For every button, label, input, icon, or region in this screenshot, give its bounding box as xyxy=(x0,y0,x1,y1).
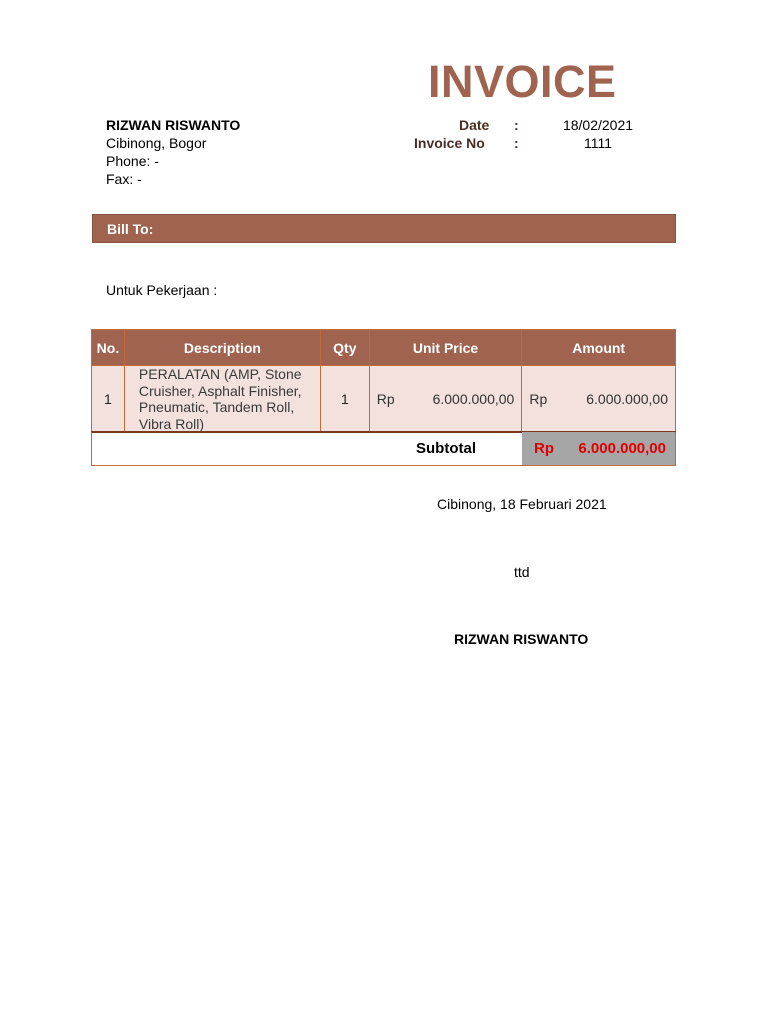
row-amount-cell xyxy=(522,366,676,433)
work-label: Untuk Pekerjaan : xyxy=(106,282,218,298)
invoice-title: INVOICE xyxy=(428,56,617,107)
row-amount: 6.000.000,00 xyxy=(586,391,668,407)
row-unit-currency: Rp xyxy=(376,391,395,407)
row-qty: 1 xyxy=(320,366,369,433)
invoice-no-label: Invoice No xyxy=(414,135,485,151)
sender-block xyxy=(106,116,240,188)
header-unit-price: Unit Price xyxy=(369,330,522,366)
bill-to-label: Bill To: xyxy=(107,221,154,237)
sender-name: RIZWAN RISWANTO xyxy=(106,117,241,133)
subtotal-currency: Rp xyxy=(534,440,554,457)
date-label: Date xyxy=(459,117,490,133)
bill-to-bar xyxy=(92,214,676,243)
place-date: Cibinong, 18 Februari 2021 xyxy=(437,496,607,512)
subtotal-value: 6.000.000,00 xyxy=(578,440,666,457)
signature-ttd: ttd xyxy=(514,564,530,580)
row-unit-price: 6.000.000,00 xyxy=(432,391,515,407)
sender-fax: Fax: - xyxy=(106,171,142,187)
row-amount-currency: Rp xyxy=(529,391,548,407)
date-separator: : xyxy=(514,117,519,133)
date-value: 18/02/2021 xyxy=(562,117,634,133)
items-table xyxy=(91,329,676,433)
header-no: No. xyxy=(92,330,125,366)
table-header-row xyxy=(92,330,676,366)
signer-name: RIZWAN RISWANTO xyxy=(454,631,589,647)
header-description: Description xyxy=(124,330,320,366)
invoice-no-separator: : xyxy=(514,135,519,151)
sender-address: Cibinong, Bogor xyxy=(106,135,207,151)
row-description-cell xyxy=(124,366,320,433)
subtotal-label: Subtotal xyxy=(416,440,476,457)
table-row xyxy=(92,366,676,433)
header-amount: Amount xyxy=(522,330,676,366)
header-qty: Qty xyxy=(320,330,369,366)
row-no: 1 xyxy=(92,366,125,433)
row-description: PERALATAN (AMP, Stone Cruisher, Asphalt Finisher, Pneumatic, Tandem Roll, Vibra Roll) xyxy=(138,366,302,432)
sender-phone: Phone: - xyxy=(106,153,159,169)
subtotal-amount-cell xyxy=(522,432,675,465)
invoice-no-value: 1111 xyxy=(583,135,613,151)
row-unit-price-cell xyxy=(369,366,522,433)
